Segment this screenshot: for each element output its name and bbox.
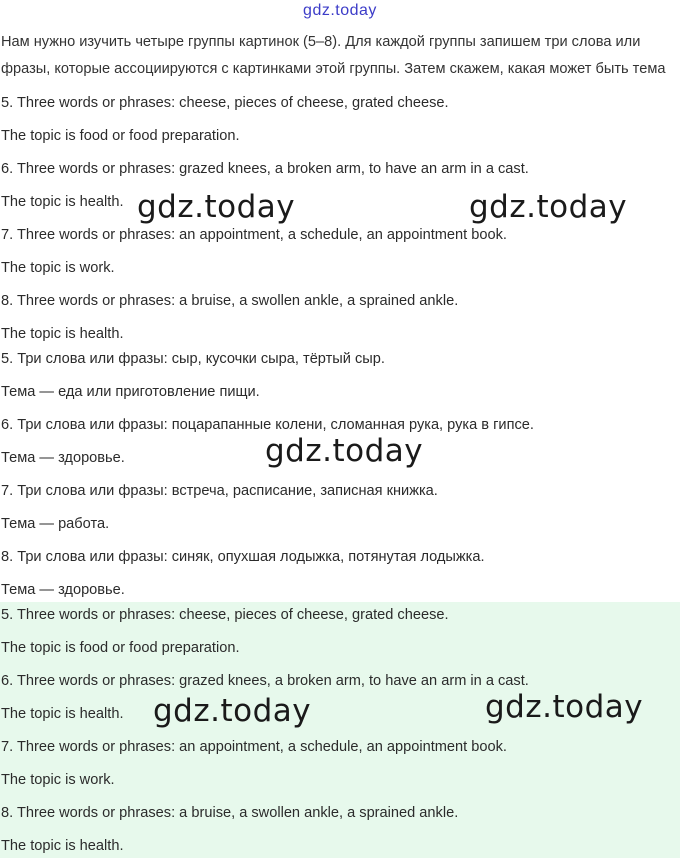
watermark: gdz.today bbox=[485, 689, 644, 725]
translation-line: Тема — работа. bbox=[1, 516, 110, 532]
highlighted-answer-line: 7. Three words or phrases: an appointment, a schedule, an appointment book. bbox=[1, 739, 507, 755]
answer-line: The topic is food or food preparation. bbox=[1, 128, 240, 144]
site-watermark-header: gdz.today bbox=[303, 2, 377, 19]
answer-line: The topic is health. bbox=[1, 194, 124, 210]
translation-line: Тема — еда или приготовление пищи. bbox=[1, 384, 260, 400]
highlighted-answer-line: 6. Three words or phrases: grazed knees, a broken arm, to have an arm in a cast. bbox=[1, 673, 529, 689]
translation-line: 5. Три слова или фразы: сыр, кусочки сыра, тёртый сыр. bbox=[1, 351, 385, 367]
watermark: gdz.today bbox=[469, 189, 628, 225]
answer-line: 5. Three words or phrases: cheese, pieces of cheese, grated cheese. bbox=[1, 95, 449, 111]
highlighted-answer-line: The topic is health. bbox=[1, 706, 124, 722]
answer-line: The topic is work. bbox=[1, 260, 115, 276]
answer-line: 8. Three words or phrases: a bruise, a swollen ankle, a sprained ankle. bbox=[1, 293, 459, 309]
translation-line: Тема — здоровье. bbox=[1, 450, 125, 466]
highlighted-answer-line: The topic is work. bbox=[1, 772, 115, 788]
highlighted-answer-line: The topic is health. bbox=[1, 838, 124, 854]
highlighted-answer-line: 8. Three words or phrases: a bruise, a swollen ankle, a sprained ankle. bbox=[1, 805, 459, 821]
translation-line: 8. Три слова или фразы: синяк, опухшая лодыжка, потянутая лодыжка. bbox=[1, 549, 485, 565]
intro-text: Нам нужно изучить четыре группы картинок (5–8). Для каждой группы запишем три слова или фразы, которые ассоциируются с картинками этой группы. Затем скажем, какая может быть тема bbox=[1, 34, 666, 77]
translation-line: 7. Три слова или фразы: встреча, расписание, записная книжка. bbox=[1, 483, 438, 499]
watermark: gdz.today bbox=[265, 433, 424, 469]
translation-line: Тема — здоровье. bbox=[1, 582, 125, 598]
translation-line: 6. Три слова или фразы: поцарапанные колени, сломанная рука, рука в гипсе. bbox=[1, 417, 534, 433]
answer-line: 6. Three words or phrases: grazed knees, a broken arm, to have an arm in a cast. bbox=[1, 161, 529, 177]
answer-line: The topic is health. bbox=[1, 326, 124, 342]
watermark: gdz.today bbox=[137, 189, 296, 225]
highlighted-answer-line: 5. Three words or phrases: cheese, pieces of cheese, grated cheese. bbox=[1, 607, 449, 623]
watermark: gdz.today bbox=[153, 693, 312, 729]
answer-line: 7. Three words or phrases: an appointment, a schedule, an appointment book. bbox=[1, 227, 507, 243]
highlighted-answer-line: The topic is food or food preparation. bbox=[1, 640, 240, 656]
